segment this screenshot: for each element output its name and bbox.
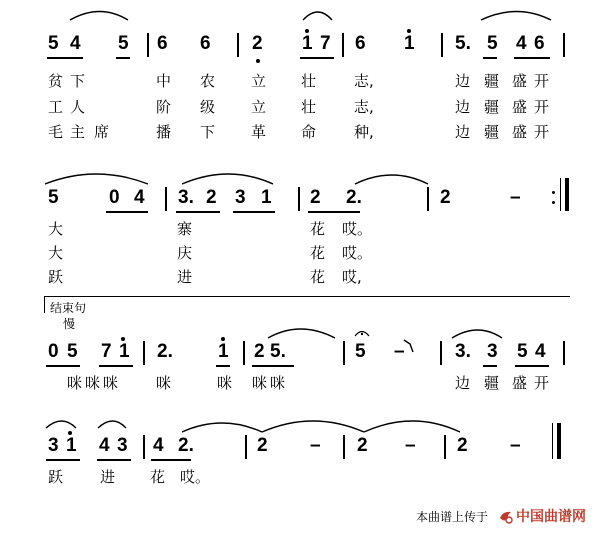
- lyric: 下: [200, 123, 216, 141]
- credit-text: 本曲谱上传于: [416, 510, 489, 524]
- note: 5: [118, 33, 129, 54]
- high-octave-dot: [407, 29, 411, 33]
- fermata-dot: [361, 333, 363, 335]
- lyric: 下: [70, 72, 86, 90]
- underline: [252, 365, 294, 367]
- lyric: 哎。: [180, 468, 211, 486]
- note: 2.: [346, 187, 362, 208]
- underline: [47, 57, 83, 59]
- lyric: 疆: [484, 98, 500, 116]
- lyric: 咪: [217, 374, 233, 392]
- bar-line: [563, 33, 565, 57]
- note: 2: [357, 435, 368, 456]
- lyric: 开: [534, 72, 550, 90]
- dash: –: [405, 435, 416, 456]
- lyric: 壮: [301, 72, 317, 90]
- bar-line: [343, 341, 345, 365]
- lyric: 咪: [67, 374, 83, 392]
- note: 5.: [455, 33, 471, 54]
- underline: [97, 459, 131, 461]
- note: 7: [320, 33, 331, 54]
- lyric: 花: [150, 468, 166, 486]
- note: 3: [117, 435, 128, 456]
- note: 5.: [270, 341, 286, 362]
- lyric: 哎。: [342, 220, 373, 238]
- lyric: 跃: [48, 468, 64, 486]
- high-octave-dot: [121, 337, 125, 341]
- high-octave-dot: [68, 431, 72, 435]
- breath-mark: [404, 340, 413, 352]
- underline: [483, 57, 497, 59]
- underline: [99, 365, 133, 367]
- bar-line: [563, 341, 565, 365]
- lyric: 开: [534, 98, 550, 116]
- note: 1: [404, 33, 415, 54]
- lyric: 哎。: [342, 244, 373, 262]
- underline: [46, 459, 80, 461]
- lyric: 阶: [156, 98, 172, 116]
- note: 2.: [178, 435, 194, 456]
- lyric: 进: [100, 468, 116, 486]
- lyric: 播: [156, 123, 172, 141]
- underline: [483, 365, 497, 367]
- slur: [481, 12, 551, 21]
- underline: [116, 57, 130, 59]
- lyric: 志,: [354, 72, 374, 90]
- repeat-bar-thick: [565, 178, 569, 211]
- site-logo-icon: [498, 509, 514, 525]
- lyric: 花: [310, 268, 326, 286]
- underline: [514, 57, 550, 59]
- note: 4: [535, 341, 546, 362]
- note: 6: [157, 33, 168, 54]
- lyric: 工: [48, 98, 64, 116]
- lyric: 边: [455, 374, 471, 392]
- tie: [364, 421, 460, 432]
- note: 3.: [455, 341, 471, 362]
- repeat-dot: [552, 201, 555, 204]
- lyric: 壮: [301, 98, 317, 116]
- underline: [515, 365, 549, 367]
- slur: [98, 421, 126, 428]
- bar-line: [165, 187, 167, 211]
- lyric: 咪: [103, 374, 119, 392]
- note: 4: [134, 187, 145, 208]
- high-octave-dot: [221, 337, 225, 341]
- lyric: 跃: [48, 268, 64, 286]
- bar-line: [342, 33, 344, 57]
- note: 2: [206, 187, 217, 208]
- slur: [303, 12, 332, 20]
- bar-line: [444, 435, 446, 459]
- underline: [216, 365, 230, 367]
- note: 1: [66, 435, 77, 456]
- underline: [300, 57, 334, 59]
- lyric: 盛: [512, 123, 528, 141]
- note: 4: [70, 33, 81, 54]
- note: 1: [218, 341, 229, 362]
- lyric: 庆: [177, 244, 193, 262]
- note: 6: [534, 33, 545, 54]
- note: 4: [516, 33, 527, 54]
- note: 2.: [157, 341, 173, 362]
- note: 7: [101, 341, 112, 362]
- final-bar-thin: [552, 423, 553, 459]
- lyric: 寨: [177, 220, 193, 238]
- lyric: 疆: [484, 72, 500, 90]
- underline: [151, 459, 191, 461]
- note: 5: [48, 33, 59, 54]
- bar-line: [440, 341, 442, 365]
- note: 5: [487, 33, 498, 54]
- slur: [452, 330, 502, 338]
- note: 0: [109, 187, 120, 208]
- note: 0: [48, 341, 59, 362]
- note: 2: [257, 435, 268, 456]
- lyric: 开: [534, 123, 550, 141]
- ending-bracket-tick: [44, 296, 45, 313]
- note: 2: [440, 187, 451, 208]
- note: 3.: [178, 187, 194, 208]
- site-link[interactable]: 中国曲谱网: [516, 509, 586, 525]
- lyric: 人: [70, 98, 86, 116]
- lyric: 进: [177, 268, 193, 286]
- lyric: 革: [251, 123, 267, 141]
- lyric: 疆: [484, 374, 500, 392]
- bar-line: [243, 341, 245, 365]
- lyric: 花: [310, 220, 326, 238]
- note: 2: [457, 435, 468, 456]
- lyric: 哎,: [342, 268, 362, 286]
- tie: [355, 175, 428, 184]
- note: 1: [302, 33, 313, 54]
- lyric: 农: [200, 72, 216, 90]
- lyric: 咪: [156, 374, 172, 392]
- lyric: 咪: [270, 374, 286, 392]
- lyric: 大: [48, 244, 64, 262]
- lyric: 大: [48, 220, 64, 238]
- lyric: 咪: [85, 374, 101, 392]
- lyric: 开: [534, 374, 550, 392]
- slur: [45, 174, 148, 184]
- bar-line: [143, 435, 145, 459]
- lyric: 命: [301, 123, 317, 141]
- bar-line: [147, 33, 149, 57]
- dash: –: [510, 187, 521, 208]
- lyric: 志,: [354, 98, 374, 116]
- slur: [268, 329, 335, 338]
- tie: [262, 421, 364, 432]
- dash: –: [310, 435, 321, 456]
- lyric: 立: [251, 72, 267, 90]
- note: 3: [487, 341, 498, 362]
- lyric: 边: [455, 98, 471, 116]
- note: 2: [254, 341, 265, 362]
- underline: [308, 211, 360, 213]
- bar-line: [441, 33, 443, 57]
- note: 3: [48, 435, 59, 456]
- bar-line: [237, 33, 239, 57]
- bar-line: [343, 435, 345, 459]
- lyric: 盛: [512, 98, 528, 116]
- ending-bracket-line: [44, 296, 570, 297]
- lyric: 盛: [512, 374, 528, 392]
- note: 5: [48, 187, 59, 208]
- lyric: 席: [94, 123, 110, 141]
- slur: [70, 12, 128, 21]
- lyric: 中: [156, 72, 172, 90]
- slur: [182, 174, 273, 184]
- note: 4: [99, 435, 110, 456]
- note: 5: [67, 341, 78, 362]
- lyric: 花: [310, 244, 326, 262]
- underline: [106, 211, 148, 213]
- low-octave-dot: [256, 59, 260, 63]
- bar-line: [427, 187, 429, 211]
- underline: [233, 211, 275, 213]
- repeat-dot: [552, 191, 555, 194]
- note: 6: [200, 33, 211, 54]
- slur: [46, 421, 76, 428]
- lyric: 毛: [48, 123, 64, 141]
- repeat-bar-thin: [560, 178, 561, 211]
- lyric: 疆: [484, 123, 500, 141]
- underline: [46, 365, 80, 367]
- bar-line: [143, 341, 145, 365]
- note: 5: [355, 341, 366, 362]
- bar-line: [298, 187, 300, 211]
- dash: –: [394, 341, 405, 362]
- tie: [182, 423, 262, 432]
- lyric: 咪: [252, 374, 268, 392]
- underline: [176, 211, 220, 213]
- note: 3: [235, 187, 246, 208]
- note: 5: [517, 341, 528, 362]
- final-bar-thick: [557, 423, 561, 459]
- dash: –: [510, 435, 521, 456]
- lyric: 边: [455, 123, 471, 141]
- lyric: 种,: [354, 123, 374, 141]
- ending-label: 结束句: [50, 301, 87, 315]
- high-octave-dot: [305, 29, 309, 33]
- note: 2: [310, 187, 321, 208]
- lyric: 盛: [512, 72, 528, 90]
- note: 4: [153, 435, 164, 456]
- tempo-mark: 慢: [63, 317, 76, 331]
- lyric: 立: [251, 98, 267, 116]
- note: 1: [119, 341, 130, 362]
- lyric: 边: [455, 72, 471, 90]
- note: 1: [261, 187, 272, 208]
- lyric: 主: [70, 123, 86, 141]
- note: 2: [252, 33, 263, 54]
- lyric: 级: [200, 98, 216, 116]
- bar-line: [245, 435, 247, 459]
- note: 6: [355, 33, 366, 54]
- lyric: 贫: [48, 72, 64, 90]
